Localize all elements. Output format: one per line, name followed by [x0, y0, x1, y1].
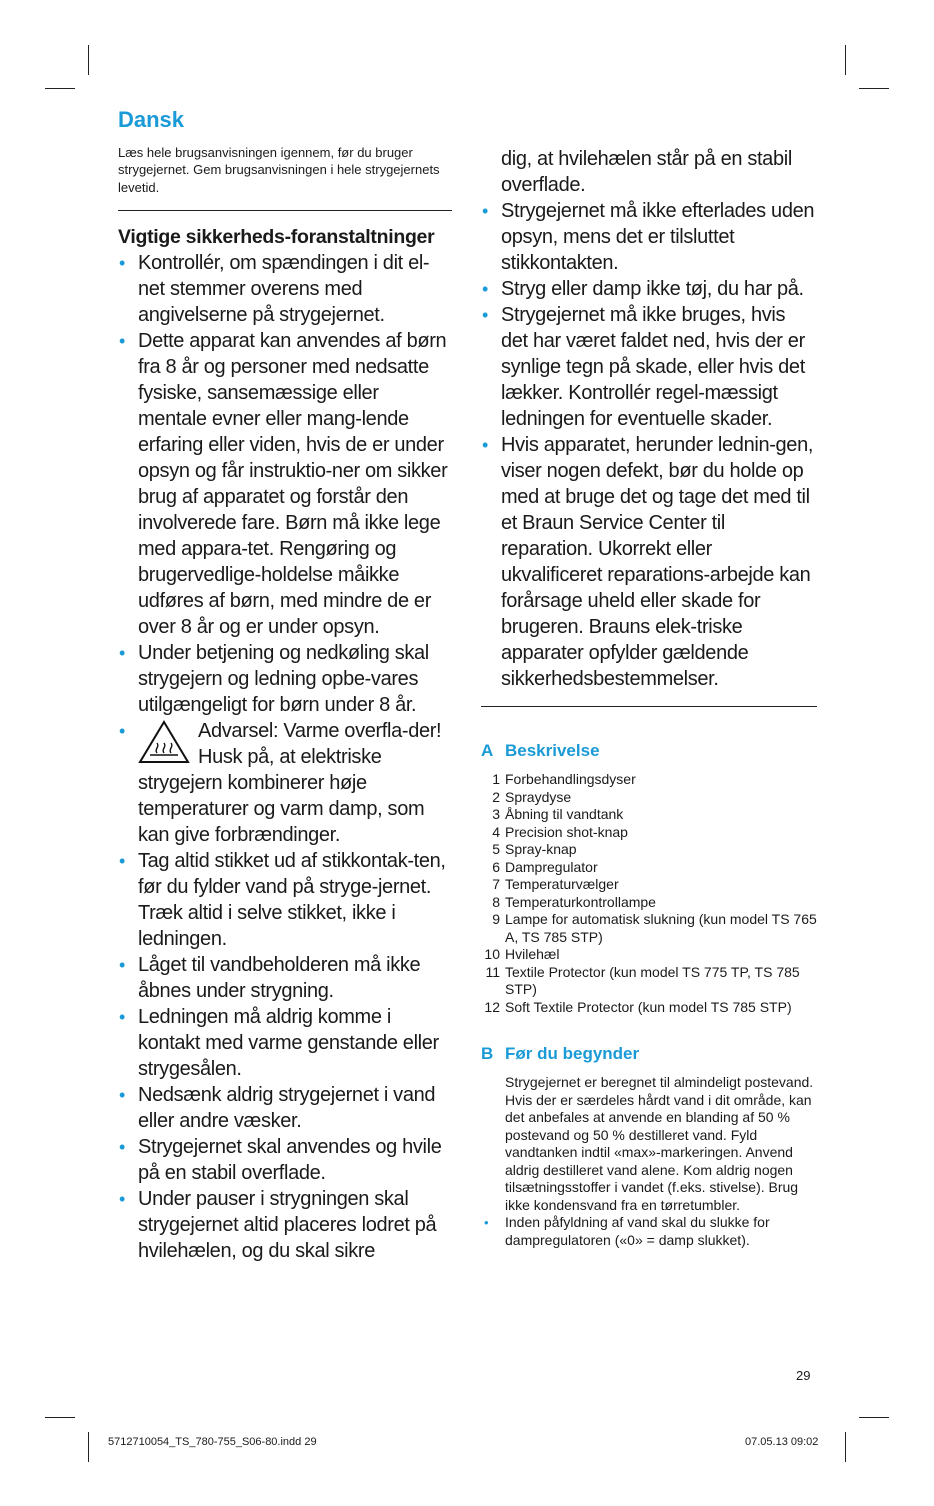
bullet-icon: •: [484, 1215, 489, 1230]
list-item: • Under pauser i strygningen skal strygejernet altid placeres lodret på hvilehælen, og du skal sikre: [119, 1188, 437, 1263]
list-item: 1 Forbehandlingsdyser: [492, 771, 636, 787]
list-item: 3 Åbning til vandtank: [492, 806, 624, 822]
bullet-icon: •: [482, 435, 488, 455]
list-item: 2 Spraydyse: [492, 788, 572, 805]
divider: [481, 706, 817, 707]
list-item: • Tag altid stikket ud af stikkontak-ten, før du fylder vand på stryge-jernet. Træk altid i selve stikket, ikke i ledningen.: [119, 850, 446, 951]
list-item: 4 Precision shot-knap: [492, 823, 628, 840]
safety-list: [118, 250, 452, 1264]
safety-heading: Vigtige sikkerheds-foranstaltninger: [118, 225, 435, 248]
list-item: • Dette apparat kan anvendes af børn fra 8 år og personer med nedsatte fysiske, sansemæssige eller mentale evner eller mang-lende erfaring eller viden, hvis de er under opsyn og får instruktio-ner om sikker brug af apparatet og forstår den involverede fare. Børn må ikke lege med appara-tet. Rengøring og brugervedlige-holdelse måikke udføres af børn, med mindre de er over 8 år og er under opsyn.: [119, 330, 448, 639]
bullet-icon: •: [119, 253, 125, 274]
right-column: [481, 146, 817, 1249]
crop-mark: [45, 88, 75, 89]
list-item: 5 Spray-knap: [492, 841, 577, 857]
bullet-icon: •: [119, 1007, 125, 1028]
bullet-icon: •: [482, 279, 488, 299]
list-item: 12 Soft Textile Protector (kun model TS 785 STP): [484, 998, 792, 1015]
list-item: • Hvis apparatet, herunder lednin-gen, viser nogen defekt, bør du holde op med at bruge det og tage det med til et Braun Service Center til reparation. Ukorrekt eller ukvalificeret reparations-arbejde kan forårsage uheld eller skade for brugeren. Brauns elek-triske apparater opfylder gældende sikkerhedsbestemmelser.: [482, 434, 814, 690]
before-list: [481, 1214, 817, 1249]
bullet-icon: •: [119, 643, 125, 664]
list-item: • Strygejernet skal anvendes og hvile på en stabil overflade.: [119, 1136, 442, 1185]
bullet-icon: •: [119, 851, 125, 872]
list-item: 6 Dampregulator: [492, 858, 598, 875]
crop-mark: [45, 1417, 75, 1418]
list-item: • Under betjening og nedkøling skal strygejern og ledning opbe-vares utilgængeligt for børn under 8 år.: [119, 642, 429, 717]
crop-mark: [859, 1417, 889, 1418]
list-item: 11 Textile Protector (kun model TS 775 TP, TS 785 STP): [485, 963, 800, 997]
before-text: Strygejernet er beregnet til almindeligt postevand. Hvis der er særdeles hårdt vand i dit område, kan det anbefales at anvende en blanding af 50 % postevand og 50 % destilleret vand. Fyld vandtanken indtil «max»-markeringen. Anvend aldrig destilleret vand alene. Kom aldrig nogen tilsætningsstoffer i vandet (f.eks. stivelse). Brug ikke kondensvand fra en tørretumbler.: [505, 1074, 814, 1213]
page-number: 29: [796, 1368, 811, 1383]
list-item: 10 Hvilehæl: [484, 946, 560, 962]
list-item: • Inden påfyldning af vand skal du slukke for dampregulatoren («0» = damp slukket).: [484, 1214, 770, 1248]
warning-item: [118, 718, 452, 848]
list-item: • Strygejernet må ikke efterlades uden opsyn, mens det er tilsluttet stikkontakten.: [482, 200, 815, 274]
page-title: Dansk: [118, 107, 185, 132]
bullet-icon: •: [119, 1137, 125, 1158]
list-item: 8 Temperaturkontrollampe: [492, 893, 656, 910]
bullet-icon: •: [119, 1085, 125, 1106]
bullet-icon: •: [119, 955, 125, 976]
safety-list-continued: [481, 198, 817, 692]
bullet-icon: •: [119, 721, 125, 742]
hot-surface-warning-icon: [138, 720, 190, 764]
description-heading: A Beskrivelse: [481, 741, 600, 760]
crop-mark: [845, 45, 846, 75]
bullet-icon: •: [482, 305, 488, 325]
bullet-icon: •: [119, 1189, 125, 1210]
footer-date: 07.05.13 09:02: [745, 1436, 819, 1448]
parts-list: [481, 771, 817, 1016]
left-column: [118, 108, 452, 1264]
list-item: • Strygejernet må ikke bruges, hvis det har været faldet ned, hvis der er synlige tegn på skade, eller hvis det lækker. Kontrollér regel-mæssigt ledningen for eventuelle skader.: [482, 304, 805, 430]
crop-mark: [88, 1432, 89, 1462]
continuation-text: dig, at hvilehælen står på en stabil overflade.: [501, 148, 792, 196]
bullet-icon: •: [482, 201, 488, 221]
crop-mark: [88, 45, 89, 75]
footer-file-name: 5712710054_TS_780-755_S06-80.indd 29: [108, 1436, 317, 1448]
intro-text: Læs hele brugsanvisningen igennem, før du bruger strygejernet. Gem brugsanvisningen i hele strygejernets levetid.: [118, 145, 440, 195]
bullet-icon: •: [119, 331, 125, 352]
list-item: • Kontrollér, om spændingen i dit el-net stemmer overens med angivelserne på strygejernet.: [119, 252, 430, 327]
list-item: • Stryg eller damp ikke tøj, du har på.: [482, 278, 804, 300]
list-item: • Ledningen må aldrig komme i kontakt med varme genstande eller strygesålen.: [119, 1006, 439, 1081]
crop-mark: [859, 88, 889, 89]
list-item: • Nedsænk aldrig strygejernet i vand eller andre væsker.: [119, 1084, 436, 1133]
list-item: • Låget til vandbeholderen må ikke åbnes under strygning.: [119, 954, 421, 1003]
divider: [118, 210, 452, 211]
list-item: 9 Lampe for automatisk slukning (kun model TS 765 A, TS 785 STP): [492, 911, 817, 945]
warning-text: Advarsel: Varme overfla-der! Husk på, at elektriske strygejern kombinerer høje temperaturer og varm damp, som kan give forbrændinger.: [138, 720, 442, 847]
before-heading: B Før du begynder: [481, 1044, 640, 1063]
list-item: 7 Temperaturvælger: [492, 876, 619, 892]
crop-mark: [845, 1432, 846, 1462]
